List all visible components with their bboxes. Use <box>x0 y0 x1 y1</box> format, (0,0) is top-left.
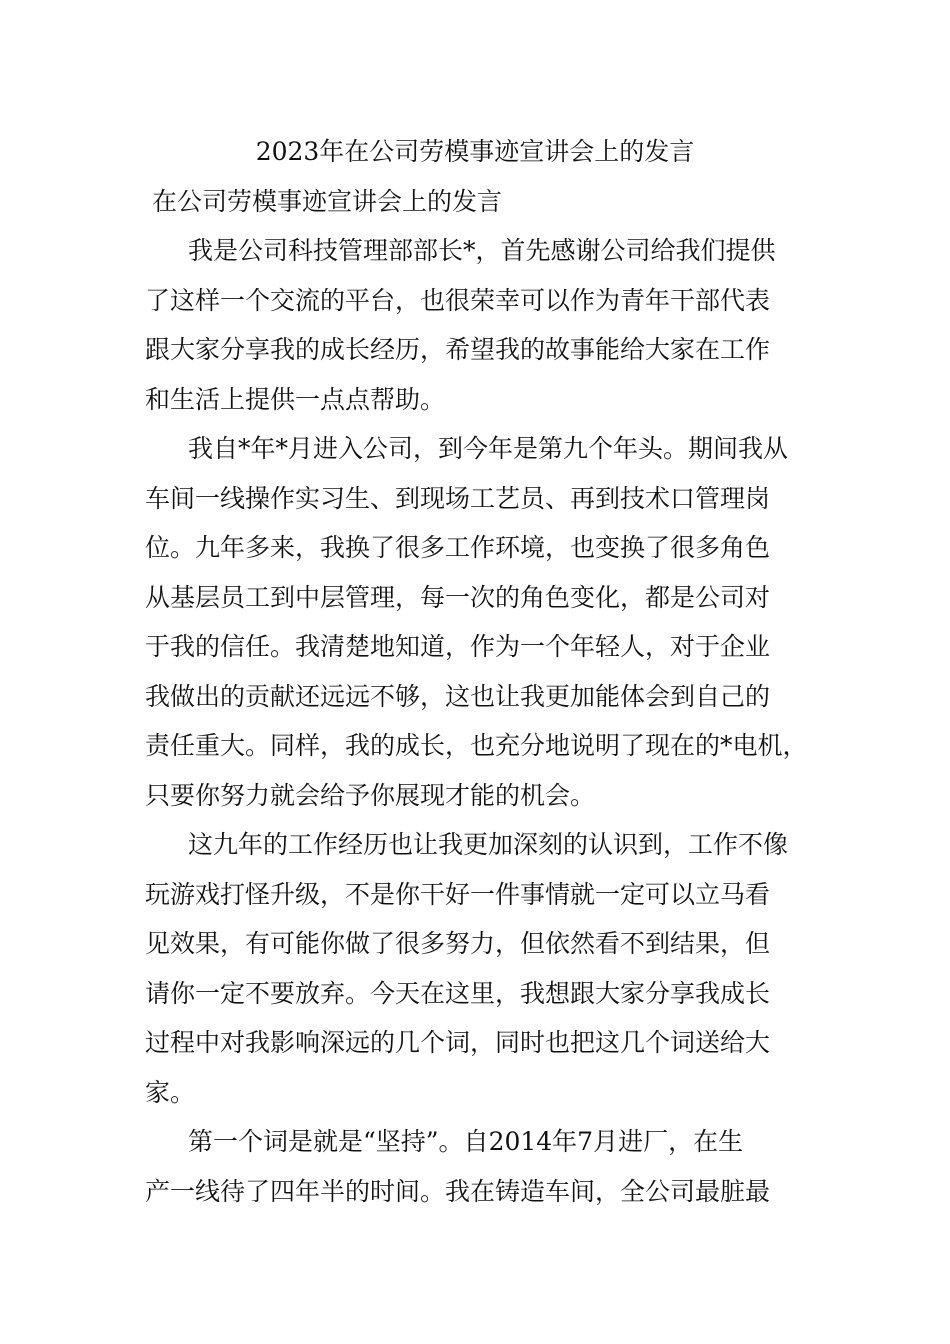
body-line: 位。九年多来，我换了很多工作环境，也变换了很多角色 <box>145 533 771 562</box>
body-line: 我做出的贡献还远远不够，这也让我更加能体会到自己的 <box>145 681 771 711</box>
body-line: 了这样一个交流的平台，也很荣幸可以作为青年干部代表 <box>145 285 771 315</box>
body-line: 和生活上提供一点点帮助。 <box>145 384 446 414</box>
body-line: 请你一定不要放弃。今天在这里，我想跟大家分享我成长 <box>145 978 771 1008</box>
body-line: 于我的信任。我清楚地知道，作为一个年轻人，对于企业 <box>145 632 771 661</box>
body-line: 过程中对我影响深远的几个词，同时也把这几个词送给大 <box>145 1028 771 1057</box>
body-line: 车间一线操作实习生、到现场工艺员、再到技术口管理岗 <box>145 483 771 513</box>
document-body <box>145 231 825 1221</box>
body-line: 我自*年*月进入公司，到今年是第九个年头。期间我从 <box>188 434 789 463</box>
body-line: 家。 <box>145 1077 196 1107</box>
body-line: 我是公司科技管理部部长*，首先感谢公司给我们提供 <box>188 236 776 265</box>
document-subtitle: 在公司劳模事迹宣讲会上的发言 <box>152 187 503 216</box>
body-line: 只要你努力就会给予你展现才能的机会。 <box>145 780 596 810</box>
body-line: 责任重大。同样，我的成长，也充分地说明了现在的*电机， <box>145 731 808 760</box>
body-line: 第一个词是就是“坚持”。自2014年7月进厂，在生 <box>188 1127 744 1156</box>
body-line: 产一线待了四年半的时间。我在铸造车间，全公司最脏最 <box>145 1176 771 1206</box>
document-title: 2023年在公司劳模事迹宣讲会上的发言 <box>255 137 695 166</box>
body-line: 从基层员工到中层管理，每一次的角色变化，都是公司对 <box>145 582 771 612</box>
body-line: 跟大家分享我的成长经历，希望我的故事能给大家在工作 <box>145 335 771 364</box>
body-line: 玩游戏打怪升级，不是你干好一件事情就一定可以立马看 <box>145 879 771 909</box>
body-line: 这九年的工作经历也让我更加深刻的认识到，工作不像 <box>188 830 789 859</box>
body-line: 见效果，有可能你做了很多努力，但依然看不到结果，但 <box>145 929 771 958</box>
